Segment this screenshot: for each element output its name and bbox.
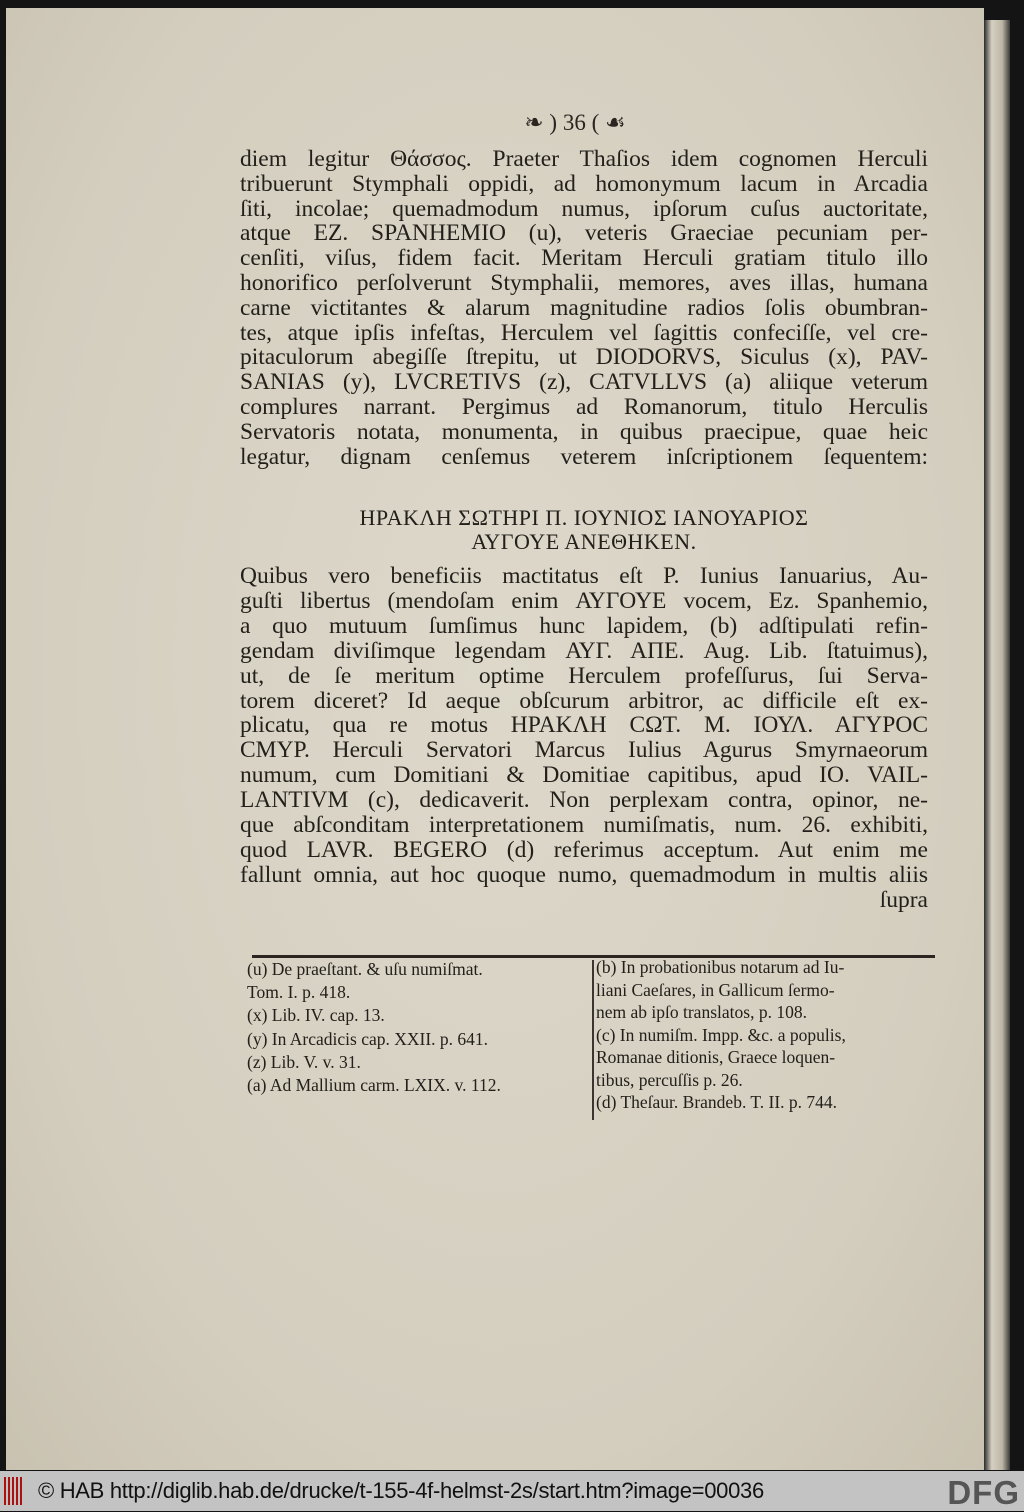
footnote-line: nem ab ipſo translatos, p. 108. xyxy=(596,1002,807,1022)
footnote-line: liani Caeſares, in Gallicum ſermo- xyxy=(596,979,835,1000)
body-text-line: torem diceret? Id aeque obſcurum arbitror, ac difficile eſt ex- xyxy=(240,687,928,714)
body-text-line: numum, cum Domitiani & Domitiae capitibus, apud IO. VAIL- xyxy=(240,762,928,789)
body-text-line: pitaculorum abegiſſe ſtrepitu, ut DIODORVS, Siculus (x), PAV- xyxy=(240,344,928,371)
body-text-line: CΜΥΡ. Herculi Servatori Marcus Iulius Agurus Smyrnaeorum xyxy=(240,737,928,764)
body-text-line: quod LAVR. BEGERO (d) referimus acceptum. Aut enim me xyxy=(240,836,928,863)
footnote-line: (b) In probationibus notarum ad Iu- xyxy=(596,957,845,977)
footnote-line: (z) Lib. V. v. 31. xyxy=(247,1051,361,1072)
body-text-line: cenſiti, viſus, fidem facit. Meritam Herculi gratiam titulo illo xyxy=(240,245,928,272)
footer-bar xyxy=(0,1471,1024,1511)
footnote-line: (y) In Arcadicis cap. XXII. p. 641. xyxy=(247,1028,489,1049)
body-text-line: complures narrant. Pergimus ad Romanorum, titulo Herculis xyxy=(240,394,928,420)
body-text-line: legatur, dignam cenſemus veterem inſcriptionem ſequentem: xyxy=(240,443,928,470)
footnote-line: tibus, percuſſis p. 26. xyxy=(596,1069,743,1090)
footnote-line: (u) De praeſtant. & uſu numiſmat. xyxy=(247,959,483,979)
body-text-line: diem legitur Θάσσος. Praeter Thaſios idem cognomen Herculi xyxy=(240,146,928,172)
body-text-line: Servatoris notata, monumenta, in quibus praecipue, quae heic xyxy=(240,418,928,445)
body-text-line: atque EZ. SPANHEMIO (u), veteris Graeciae pecuniam per- xyxy=(240,220,928,247)
footnote-line: Romanae ditionis, Graece loquen- xyxy=(596,1047,836,1067)
footnote-column-separator xyxy=(592,960,594,1120)
running-head: ❧ ) 36 ( ☙ xyxy=(524,110,626,135)
hab-logo-icon xyxy=(4,1477,24,1505)
body-text-line: ſiti, incolae; quemadmodum numus, ipſorum cuſus auctoritate, xyxy=(240,195,928,222)
body-text-line: tes, atque ipſis infeſtas, Herculem vel ſagittis confeciſſe, vel cre- xyxy=(240,319,928,346)
body-text-line: fallunt omnia, aut hoc quoque numo, quemadmodum in multis aliis xyxy=(240,861,928,888)
credit-link[interactable]: © HAB http://diglib.hab.de/drucke/t-155-4f-helmst-2s/start.htm?image=00036 xyxy=(38,1478,764,1503)
inscription-line: ΑΥΓΟΥΕ ΑΝΕΘΗΚΕΝ. xyxy=(471,529,697,554)
footnote-line: Tom. I. p. 418. xyxy=(247,982,351,1003)
body-text-line: honorifico perſolverunt Stymphalii, memores, aves illas, humana xyxy=(240,270,928,296)
body-text-line: Quibus vero beneficiis mactitatus eſt P. Iunius Ianuarius, Au- xyxy=(240,563,928,589)
inscription-line: ΗΡΑΚΛΗ ΣΩΤΗΡΙ Π. ΙΟΥΝΙΟΣ ΙΑΝΟΥΑΡΙΟΣ xyxy=(359,505,809,530)
body-text-line: ſupra xyxy=(879,886,928,913)
page-edge-stack xyxy=(984,20,1010,1470)
dfg-logo: DFG xyxy=(947,1474,1020,1511)
footnote-line: (c) In numiſm. Impp. &c. a populis, xyxy=(596,1024,846,1045)
body-text-line: gendam diviſimque legendam ΑΥΓ. ΑΠΕ. Aug. Lib. ſtatuimus), xyxy=(240,637,928,664)
footnote-line: (x) Lib. IV. cap. 13. xyxy=(247,1005,385,1026)
body-text-line: tribuerunt Stymphali oppidi, ad homonymum lacum in Arcadia xyxy=(240,170,928,197)
body-text-line: SANIAS (y), LVCRETIVS (z), CATVLLVS (a) aliique veterum xyxy=(240,369,928,396)
body-text-line: plicatu, qua re motus ΗΡΑΚΛΗ CΩΤ. Μ. ΙΟΥΛ. ΑΓΥΡΟC xyxy=(240,712,928,739)
body-text-line: carne victitantes & alarum magnitudine radios ſolis obumbran- xyxy=(240,294,928,321)
body-text-line: ut, de ſe meritum optime Herculem profeſſurus, ſui Serva- xyxy=(240,662,928,689)
body-text-line: guſti libertus (mendoſam enim ΑΥΓΟΥΕ vocem, Ez. Spanhemio, xyxy=(240,587,928,614)
footnote-line: (d) Theſaur. Brandeb. T. II. p. 744. xyxy=(596,1092,838,1112)
body-text-line: que abſconditam interpretationem numiſmatis, num. 26. exhibiti, xyxy=(240,812,928,838)
body-text-line: LANTIVM (c), dedicaverit. Non perplexam contra, opinor, ne- xyxy=(240,787,928,814)
footnote-line: (a) Ad Mallium carm. LXIX. v. 112. xyxy=(247,1075,501,1095)
body-text-line: a quo mutuum ſumſimus hunc lapidem, (b) adſtipulati refin- xyxy=(240,612,928,639)
